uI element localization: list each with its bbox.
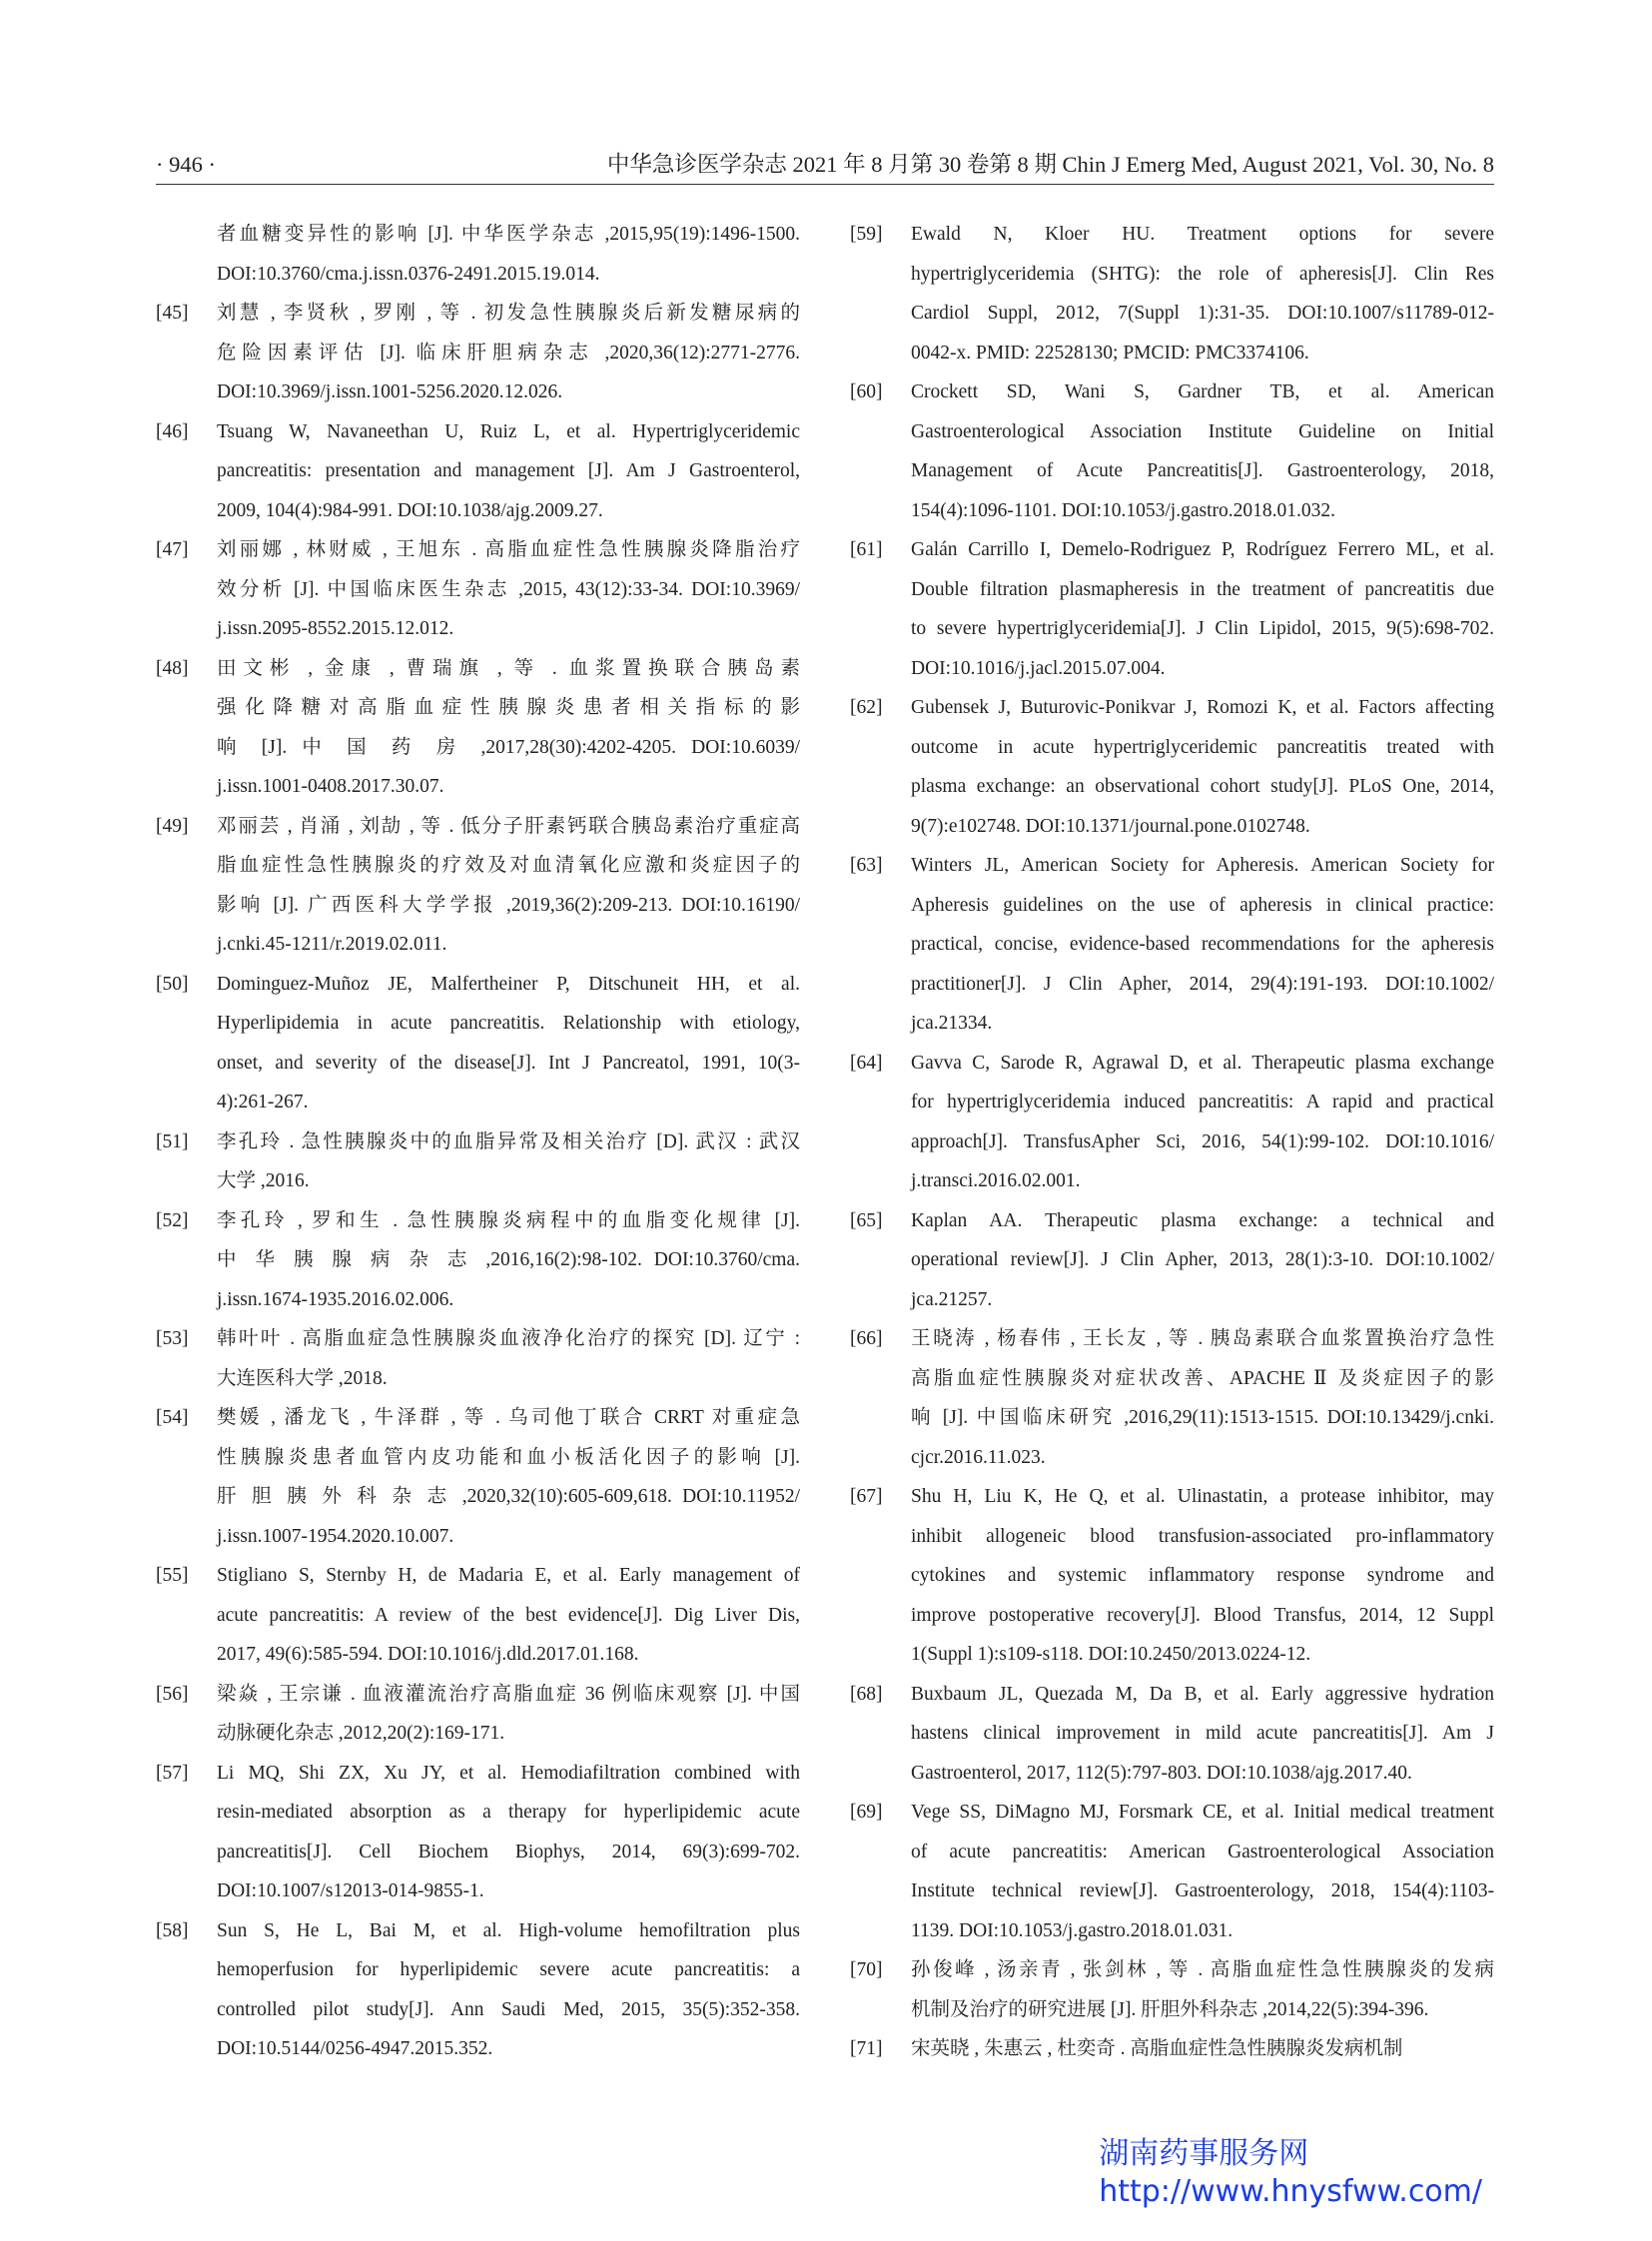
reference-item <box>850 1201 1494 1320</box>
reference-line: practitioner[J]. J Clin Apher, 2014, 29(4):191-193. DOI:10.1002/ <box>911 973 1494 995</box>
reference-line: Tsuang W, Navaneethan U, Ruiz L, et al. Hypertriglyceridemic <box>217 420 800 442</box>
page-header <box>156 148 1494 182</box>
reference-number: [56] <box>156 1683 189 1705</box>
reference-line: 韩叶叶 . 高脂血症急性胰腺炎血液净化治疗的探究 [D]. 辽宁 : <box>217 1328 800 1349</box>
reference-item <box>850 1319 1494 1477</box>
reference-line: Hyperlipidemia in acute pancreatitis. Relationship with etiology, <box>217 1013 800 1034</box>
reference-number: [59] <box>850 224 883 245</box>
reference-line: 机制及治疗的研究进展 [J]. 肝胆外科杂志 ,2014,22(5):394-396. <box>911 1998 1429 2020</box>
reference-line: 梁焱 , 王宗谦 . 血液灌流治疗高脂血症 36 例临床观察 [J]. 中国 <box>217 1683 800 1705</box>
reference-item <box>850 373 1494 530</box>
reference-line: 危险因素评估 [J]. 临床肝胆病杂志 ,2020,36(12):2771-2776. <box>217 342 800 364</box>
reference-number: [57] <box>156 1762 189 1784</box>
reference-line: onset, and severity of the disease[J]. Int J Pancreatol, 1991, 10(3- <box>217 1052 800 1074</box>
reference-text <box>911 688 1494 846</box>
reference-line: Gastroenterol, 2017, 112(5):797-803. DOI:10.1038/ajg.2017.40. <box>911 1762 1412 1784</box>
reference-line: 樊媛 , 潘龙飞 , 牛泽群 , 等 . 乌司他丁联合 CRRT 对重症急 <box>217 1407 800 1428</box>
reference-item <box>156 807 800 965</box>
reference-text <box>911 2029 1494 2069</box>
reference-line: cytokines and systemic inflammatory response syndrome and <box>911 1565 1494 1586</box>
reference-number: [58] <box>156 1919 189 1941</box>
reference-text <box>217 1398 800 1556</box>
reference-number: [64] <box>850 1052 883 1074</box>
reference-line: Dominguez-Muñoz JE, Malfertheiner P, Ditschuneit HH, et al. <box>217 973 800 995</box>
reference-line: pancreatitis[J]. Cell Biochem Biophys, 2014, 69(3):699-702. <box>217 1841 800 1863</box>
reference-line: 154(4):1096-1101. DOI:10.1053/j.gastro.2018.01.032. <box>911 499 1335 521</box>
reference-line: 宋英晓 , 朱惠云 , 杜奕奇 . 高脂血症性急性胰腺炎发病机制 <box>911 2038 1403 2059</box>
reference-line: DOI:10.3969/j.issn.1001-5256.2020.12.026. <box>217 381 563 402</box>
reference-text <box>911 1675 1494 1794</box>
reference-item <box>156 1675 800 1754</box>
reference-line: DOI:10.3760/cma.j.issn.0376-2491.2015.19.014. <box>217 263 600 285</box>
reference-number: [69] <box>850 1802 883 1823</box>
reference-line: Winters JL, American Society for Apheresis. American Society for <box>911 855 1494 876</box>
reference-number: [53] <box>156 1328 189 1349</box>
reference-text <box>911 215 1494 373</box>
reference-line: 刘慧 , 李贤秋 , 罗刚 , 等 . 初发急性胰腺炎后新发糖尿病的 <box>217 303 800 324</box>
reference-item <box>156 1319 800 1398</box>
reference-text <box>217 1556 800 1675</box>
reference-text <box>217 1319 800 1398</box>
reference-line: 王晓涛 , 杨春伟 , 王长友 , 等 . 胰岛素联合血浆置换治疗急性 <box>911 1328 1494 1349</box>
reference-line: 李孔玲 , 罗和生 . 急性胰腺炎病程中的血脂变化规律 [J]. <box>217 1209 800 1231</box>
reference-line: Gavva C, Sarode R, Agrawal D, et al. Therapeutic plasma exchange <box>911 1052 1494 1074</box>
reference-line: Li MQ, Shi ZX, Xu JY, et al. Hemodiafiltration combined with <box>217 1762 800 1784</box>
reference-line: for hypertriglyceridemia induced pancreatitis: A rapid and practical <box>911 1092 1494 1113</box>
reference-line: Vege SS, DiMagno MJ, Forsmark CE, et al. Initial medical treatment <box>911 1802 1494 1823</box>
reference-text <box>911 1319 1494 1477</box>
reference-number: [66] <box>850 1328 883 1349</box>
reference-text <box>911 1793 1494 1950</box>
reference-item <box>850 1477 1494 1675</box>
reference-line: operational review[J]. J Clin Apher, 2013, 28(1):3-10. DOI:10.1002/ <box>911 1249 1494 1270</box>
reference-line: Gubensek J, Buturovic-Ponikvar J, Romozi K, et al. Factors affecting <box>911 697 1494 718</box>
reference-number: [71] <box>850 2038 883 2059</box>
reference-number: [49] <box>156 815 189 837</box>
reference-text <box>217 412 800 531</box>
reference-line: controlled pilot study[J]. Ann Saudi Med, 2015, 35(5):352-358. <box>217 1998 800 2020</box>
reference-line: approach[J]. TransfusApher Sci, 2016, 54(1):99-102. DOI:10.1016/ <box>911 1130 1494 1152</box>
reference-item <box>156 294 800 412</box>
watermark-url[interactable]: http://www.hnysfww.com/ <box>1099 2174 1482 2209</box>
reference-line: hypertriglyceridemia (SHTG): the role of apheresis[J]. Clin Res <box>911 263 1494 285</box>
reference-item <box>850 1044 1494 1201</box>
reference-line: Galán Carrillo I, Demelo-Rodriguez P, Rodríguez Ferrero ML, et al. <box>911 539 1494 560</box>
reference-item <box>156 1122 800 1201</box>
reference-line: 响 [J]. 中国临床研究 ,2016,29(11):1513-1515. DOI:10.13429/j.cnki. <box>911 1407 1494 1428</box>
journal-title: 中华急诊医学杂志 2021 年 8 月第 30 卷第 8 期 Chin J Emerg Med, August 2021, Vol. 30, No. 8 <box>606 152 1494 177</box>
reference-number: [61] <box>850 539 883 560</box>
reference-line: 李孔玲 . 急性胰腺炎中的血脂异常及相关治疗 [D]. 武汉 : 武汉 <box>217 1130 800 1152</box>
reference-item <box>156 215 800 294</box>
reference-text <box>217 1201 800 1320</box>
reference-line: resin-mediated absorption as a therapy for hyperlipidemic acute <box>217 1802 800 1823</box>
reference-line: inhibit allogeneic blood transfusion-associated pro-inflammatory <box>911 1525 1494 1547</box>
reference-line: 肝 胆 胰 外 科 杂 志 ,2020,32(10):605-609,618. DOI:10.11952/ <box>217 1486 800 1507</box>
reference-line: Double filtration plasmapheresis in the treatment of pancreatitis due <box>911 578 1494 600</box>
reference-line: acute pancreatitis: A review of the best evidence[J]. Dig Liver Dis, <box>217 1604 800 1626</box>
reference-line: Kaplan AA. Therapeutic plasma exchange: a technical and <box>911 1209 1494 1231</box>
reference-line: improve postoperative recovery[J]. Blood Transfus, 2014, 12 Suppl <box>911 1604 1494 1626</box>
watermark <box>1099 2135 1482 2211</box>
reference-line: j.issn.1007-1954.2020.10.007. <box>217 1525 454 1547</box>
reference-number: [67] <box>850 1486 883 1507</box>
reference-number: [45] <box>156 303 189 324</box>
reference-number: [70] <box>850 1959 883 1980</box>
reference-line: Management of Acute Pancreatitis[J]. Gastroenterology, 2018, <box>911 460 1494 481</box>
reference-line: Buxbaum JL, Quezada M, Da B, et al. Early aggressive hydration <box>911 1683 1494 1705</box>
reference-line: 动脉硬化杂志 ,2012,20(2):169-171. <box>217 1723 505 1744</box>
reference-text <box>911 1477 1494 1675</box>
reference-line: 响 [J]. 中 国 药 房 ,2017,28(30):4202-4205. DOI:10.6039/ <box>217 736 800 758</box>
reference-line: plasma exchange: an observational cohort study[J]. PLoS One, 2014, <box>911 776 1494 797</box>
reference-line: DOI:10.1016/j.jacl.2015.07.004. <box>911 657 1166 679</box>
reference-line: 大学 ,2016. <box>217 1170 310 1191</box>
reference-line: outcome in acute hypertriglyceridemic pancreatitis treated with <box>911 736 1494 758</box>
reference-item <box>850 1675 1494 1794</box>
reference-item <box>156 412 800 531</box>
reference-column-right <box>850 215 1494 2069</box>
reference-line: 9(7):e102748. DOI:10.1371/journal.pone.0102748. <box>911 815 1310 837</box>
reference-line: 性胰腺炎患者血管内皮功能和血小板活化因子的影响 [J]. <box>217 1446 800 1468</box>
reference-line: j.transci.2016.02.001. <box>911 1170 1081 1191</box>
reference-text <box>217 1911 800 2069</box>
reference-line: practical, concise, evidence-based recommendations for the apheresis <box>911 934 1494 955</box>
reference-line: j.cnki.45-1211/r.2019.02.011. <box>217 934 447 955</box>
reference-number: [48] <box>156 657 189 679</box>
reference-line: 中 华 胰 腺 病 杂 志 ,2016,16(2):98-102. DOI:10.3760/cma. <box>217 1249 800 1270</box>
reference-item <box>156 1556 800 1675</box>
reference-item <box>850 215 1494 373</box>
reference-line: jca.21257. <box>911 1288 993 1310</box>
reference-number: [52] <box>156 1209 189 1231</box>
reference-line: 孙俊峰 , 汤亲青 , 张剑林 , 等 . 高脂血症性急性胰腺炎的发病 <box>911 1959 1494 1980</box>
reference-number: [63] <box>850 855 883 876</box>
reference-text <box>911 1044 1494 1201</box>
reference-number: [47] <box>156 539 189 560</box>
reference-line: jca.21334. <box>911 1013 993 1034</box>
reference-text <box>217 1675 800 1754</box>
watermark-site-name: 湖南药事服务网 <box>1099 2136 1309 2171</box>
reference-text <box>217 530 800 649</box>
reference-line: Crockett SD, Wani S, Gardner TB, et al. American <box>911 381 1494 402</box>
reference-column-left <box>156 215 800 2069</box>
reference-line: hemoperfusion for hyperlipidemic severe acute pancreatitis: a <box>217 1959 800 1980</box>
reference-line: DOI:10.5144/0256-4947.2015.352. <box>217 2038 493 2059</box>
reference-line: 0042-x. PMID: 22528130; PMCID: PMC3374106. <box>911 342 1309 364</box>
reference-text <box>217 215 800 294</box>
reference-line: 脂血症性急性胰腺炎的疗效及对血清氧化应激和炎症因子的 <box>217 855 800 876</box>
reference-line: Ewald N, Kloer HU. Treatment options for severe <box>911 224 1494 245</box>
reference-item <box>850 846 1494 1044</box>
reference-text <box>217 1754 800 1911</box>
reference-item <box>850 530 1494 688</box>
reference-number: [55] <box>156 1565 189 1586</box>
reference-line: to severe hypertriglyceridemia[J]. J Clin Lipidol, 2015, 9(5):698-702. <box>911 618 1494 639</box>
reference-item <box>156 649 800 807</box>
reference-item <box>850 2029 1494 2069</box>
reference-line: 高脂血症性胰腺炎对症状改善、APACHE Ⅱ 及炎症因子的影 <box>911 1367 1494 1389</box>
reference-number: [68] <box>850 1683 883 1705</box>
reference-line: of acute pancreatitis: American Gastroenterological Association <box>911 1841 1494 1863</box>
reference-text <box>911 1950 1494 2029</box>
reference-number: [54] <box>156 1407 189 1428</box>
reference-line: j.issn.1674-1935.2016.02.006. <box>217 1288 454 1310</box>
reference-line: 大连医科大学 ,2018. <box>217 1367 388 1389</box>
reference-line: 刘丽娜 , 林财威 , 王旭东 . 高脂血症性急性胰腺炎降脂治疗 <box>217 539 800 560</box>
reference-number: [51] <box>156 1130 189 1152</box>
reference-text <box>217 965 800 1122</box>
reference-number: [50] <box>156 973 189 995</box>
reference-line: 田文彬 , 金康 , 曹瑞旗 , 等 . 血浆置换联合胰岛素 <box>217 657 800 679</box>
reference-line: DOI:10.1007/s12013-014-9855-1. <box>217 1880 484 1901</box>
reference-item <box>850 1793 1494 1950</box>
reference-text <box>217 649 800 807</box>
reference-line: j.issn.2095-8552.2015.12.012. <box>217 618 454 639</box>
reference-line: Stigliano S, Sternby H, de Madaria E, et al. Early management of <box>217 1565 800 1586</box>
reference-line: cjcr.2016.11.023. <box>911 1446 1046 1468</box>
reference-text <box>217 1122 800 1201</box>
reference-number: [65] <box>850 1209 883 1231</box>
reference-line: 影响 [J]. 广西医科大学学报 ,2019,36(2):209-213. DOI:10.16190/ <box>217 894 800 916</box>
reference-number: [46] <box>156 420 189 442</box>
reference-item <box>156 1754 800 1911</box>
reference-line: pancreatitis: presentation and management [J]. Am J Gastroenterol, <box>217 460 800 481</box>
reference-item <box>156 965 800 1122</box>
reference-line: hastens clinical improvement in mild acute pancreatitis[J]. Am J <box>911 1723 1494 1744</box>
reference-line: 者血糖变异性的影响 [J]. 中华医学杂志 ,2015,95(19):1496-1500. <box>217 224 800 245</box>
reference-line: 2009, 104(4):984-991. DOI:10.1038/ajg.2009.27. <box>217 499 603 521</box>
reference-line: 效分析 [J]. 中国临床医生杂志 ,2015, 43(12):33-34. DOI:10.3969/ <box>217 578 800 600</box>
reference-item <box>156 1201 800 1320</box>
reference-item <box>156 1911 800 2069</box>
reference-text <box>217 807 800 965</box>
reference-line: 1139. DOI:10.1053/j.gastro.2018.01.031. <box>911 1919 1234 1941</box>
reference-number: [60] <box>850 381 883 402</box>
reference-line: 2017, 49(6):585-594. DOI:10.1016/j.dld.2017.01.168. <box>217 1644 639 1665</box>
reference-line: Shu H, Liu K, He Q, et al. Ulinastatin, a protease inhibitor, may <box>911 1486 1494 1507</box>
reference-line: Apheresis guidelines on the use of apheresis in clinical practice: <box>911 894 1494 916</box>
reference-line: 1(Suppl 1):s109-s118. DOI:10.2450/2013.0224-12. <box>911 1644 1311 1665</box>
reference-item <box>850 1950 1494 2029</box>
reference-line: 邓丽芸 , 肖涌 , 刘劼 , 等 . 低分子肝素钙联合胰岛素治疗重症高 <box>217 815 800 837</box>
reference-item <box>156 1398 800 1556</box>
reference-line: Gastroenterological Association Institute Guideline on Initial <box>911 420 1494 442</box>
reference-line: j.issn.1001-0408.2017.30.07. <box>217 776 444 797</box>
reference-item <box>850 688 1494 846</box>
reference-line: Cardiol Suppl, 2012, 7(Suppl 1):31-35. DOI:10.1007/s11789-012- <box>911 303 1494 324</box>
reference-text <box>911 530 1494 688</box>
header-divider <box>156 184 1494 185</box>
page-number: · 946 · <box>156 152 216 177</box>
reference-text <box>911 1201 1494 1320</box>
reference-text <box>911 373 1494 530</box>
reference-number: [62] <box>850 697 883 718</box>
reference-text <box>911 846 1494 1044</box>
reference-item <box>156 530 800 649</box>
reference-line: 4):261-267. <box>217 1092 309 1113</box>
reference-text <box>217 294 800 412</box>
reference-line: Sun S, He L, Bai M, et al. High-volume hemofiltration plus <box>217 1919 800 1941</box>
reference-line: 强化降糖对高脂血症性胰腺炎患者相关指标的影 <box>217 697 800 718</box>
reference-line: Institute technical review[J]. Gastroenterology, 2018, 154(4):1103- <box>911 1880 1494 1901</box>
